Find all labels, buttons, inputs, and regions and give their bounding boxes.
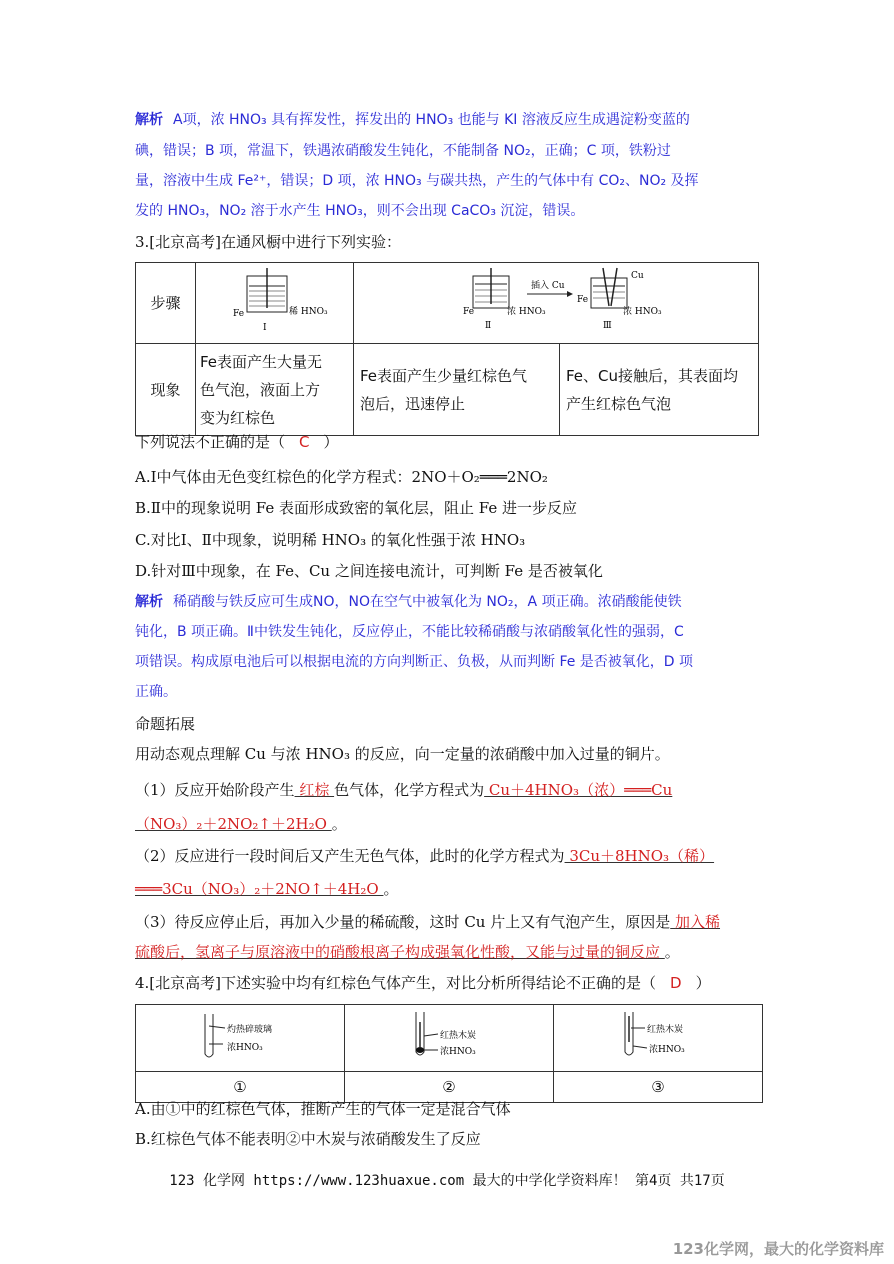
tube-figure-cell-1: [136, 1005, 345, 1072]
analysis-line: 稀硝酸与铁反应可生成NO，NO在空气中被氧化为 NO₂，A 项正确。浓硝酸能使铁: [173, 594, 682, 610]
fig-label: 灼热碎玻璃: [227, 1025, 273, 1035]
tube-number: ①: [136, 1072, 345, 1103]
beaker-figure-1: [197, 264, 352, 338]
extension-intro: 用动态观点理解 Cu 与浓 HNO₃ 的反应，向一定量的浓硝酸中加入过量的铜片。: [135, 745, 670, 763]
fig-number: Ⅰ: [263, 323, 267, 333]
phen-line: 产生红棕色气泡: [566, 394, 672, 413]
answer-blank: （NO₃）₂＋2NO₂↑＋2H₂O: [135, 815, 332, 833]
extension-part-2: [135, 846, 714, 866]
phen-line: 泡后，迅速停止: [360, 394, 466, 413]
fig-label: 浓HNO₃: [649, 1045, 685, 1055]
option-c: C.对比Ⅰ、Ⅱ中现象，说明稀 HNO₃ 的氧化性强于浓 HNO₃: [135, 531, 526, 549]
answer-choice: D: [670, 974, 682, 992]
phenomenon-3: [560, 344, 759, 436]
phen-line: Fe表面产生少量红棕色气: [360, 366, 528, 385]
answer-blank: Cu＋4HNO₃（浓）═══Cu: [484, 781, 673, 799]
text: 色气体，化学方程式为: [334, 781, 485, 799]
fig-label: 浓 HNO₃: [623, 307, 662, 317]
answer-blank: 红棕: [294, 781, 335, 799]
analysis-line: 项错误。构成原电池后可以根据电流的方向判断正、负极，从而判断 Fe 是否被氧化，D 项: [135, 654, 694, 670]
analysis-label: 解析: [135, 112, 163, 128]
fig-label: 浓HNO₃: [440, 1047, 476, 1057]
phenomenon-1: [196, 344, 354, 436]
stem-text: ）: [323, 433, 339, 451]
phenomenon-label: 现象: [136, 344, 196, 436]
answer-blank: 加入稀: [670, 913, 721, 931]
text: ）: [695, 974, 711, 992]
watermark: 123化学网，最大的化学资料库: [672, 1240, 884, 1258]
answer-blank: 3Cu＋8HNO₃（稀）: [564, 847, 715, 865]
experiment-table-q4: [135, 1004, 763, 1103]
option-b: B.红棕色气体不能表明②中木炭与浓硝酸发生了反应: [135, 1130, 481, 1148]
tube-figure-cell-3: [554, 1005, 763, 1072]
analysis-line: 碘，错误；B 项，常温下，铁遇浓硝酸发生钝化，不能制备 NO₂，正确；C 项，铁粉过: [135, 143, 671, 159]
phen-line: Fe、Cu接触后，其表面均: [566, 366, 739, 385]
page-footer: 123 化学网 https://www.123huaxue.com 最大的中学化学资料库！ 第4页 共17页: [169, 1173, 725, 1189]
fig-number: Ⅱ: [485, 321, 492, 331]
question-3-stem: [135, 432, 339, 452]
text: 4.[北京高考]下述实验中均有红棕色气体产生，对比分析所得结论不正确的是（: [135, 974, 657, 992]
tube-number: ②: [345, 1072, 554, 1103]
steps-label: 步骤: [136, 263, 196, 344]
experiment-table-q3: [135, 262, 759, 436]
analysis-line: 钝化，B 项正确。Ⅱ中铁发生钝化，反应停止，不能比较稀硝酸与浓硝酸氧化性的强弱，C: [135, 624, 684, 640]
fig-label: 浓HNO₃: [227, 1043, 263, 1053]
answer-choice: C: [299, 433, 310, 451]
option-b: B.Ⅱ中的现象说明 Fe 表面形成致密的氧化层，阻止 Fe 进一步反应: [135, 499, 577, 517]
tube-number: ③: [554, 1072, 763, 1103]
text: 。: [331, 815, 347, 833]
fig-label: 红热木炭: [647, 1025, 684, 1035]
analysis-label: 解析: [135, 594, 163, 610]
extension-part-3-cont: [135, 942, 680, 962]
extension-part-3: [135, 912, 720, 932]
figure-cell-2: [354, 263, 759, 344]
extension-part-2-cont: [135, 879, 398, 899]
question-4-title: [135, 973, 711, 993]
phen-line: Fe表面产生大量无: [200, 352, 323, 371]
answer-blank: ═══3Cu（NO₃）₂＋2NO↑＋4H₂O: [135, 880, 384, 898]
text: （3）待反应停止后，再加入少量的稀硫酸，这时 Cu 片上又有气泡产生，原因是: [135, 913, 671, 931]
option-a: A.由①中的红棕色气体，推断产生的气体一定是混合气体: [135, 1100, 511, 1118]
text: 。: [664, 943, 680, 961]
extension-part-1: [135, 780, 672, 800]
extension-part-1-cont: [135, 814, 347, 834]
text: 。: [383, 880, 399, 898]
phen-line: 变为红棕色: [200, 408, 276, 427]
tube-figure-2: [346, 1006, 552, 1066]
analysis-line: 发的 HNO₃，NO₂ 溶于水产生 HNO₃，则不会出现 CaCO₃ 沉淀，错误。: [135, 203, 585, 219]
arrow-label: 插入 Cu: [531, 281, 565, 291]
analysis-line: 量，溶液中生成 Fe²⁺，错误；D 项，浓 HNO₃ 与碳共热，产生的气体中有 CO₂、NO₂ 及挥: [135, 173, 699, 189]
analysis-line: A项，浓 HNO₃ 具有挥发性，挥发出的 HNO₃ 也能与 KI 溶液反应生成遇淀粉变蓝的: [173, 112, 690, 128]
tube-figure-cell-2: [345, 1005, 554, 1072]
tube-figure-3: [555, 1006, 761, 1066]
phen-line: 色气泡，液面上方: [200, 380, 321, 399]
tube-figure-1: [137, 1006, 343, 1066]
figure-cell-1: [196, 263, 354, 344]
question-3-title: 3.[北京高考]在通风橱中进行下列实验：: [135, 233, 402, 251]
fig-label: 红热木炭: [440, 1031, 477, 1041]
fig-label: 稀 HNO₃: [289, 307, 328, 317]
fig-label: 浓 HNO₃: [507, 307, 546, 317]
phenomenon-2: [354, 344, 560, 436]
fig-label: Fe: [463, 307, 475, 317]
fig-label: Fe: [233, 309, 245, 319]
fig-label: Cu: [631, 271, 644, 281]
analysis-line: 正确。: [135, 684, 177, 700]
fig-number: Ⅲ: [603, 321, 612, 331]
stem-text: 下列说法不正确的是（: [135, 433, 286, 451]
option-d: D.针对Ⅲ中现象，在 Fe、Cu 之间连接电流计，可判断 Fe 是否被氧化: [135, 562, 603, 580]
text: （1）反应开始阶段产生: [135, 781, 295, 799]
option-a: A.Ⅰ中气体由无色变红棕色的化学方程式：2NO＋O₂═══2NO₂: [135, 468, 548, 486]
extension-heading: 命题拓展: [135, 715, 196, 733]
text: （2）反应进行一段时间后又产生无色气体，此时的化学方程式为: [135, 847, 565, 865]
answer-blank: 硫酸后，氢离子与原溶液中的硝酸根离子构成强氧化性酸，又能与过量的铜反应: [135, 943, 665, 961]
fig-label: Fe: [577, 295, 589, 305]
beaker-figure-2: [355, 264, 757, 338]
